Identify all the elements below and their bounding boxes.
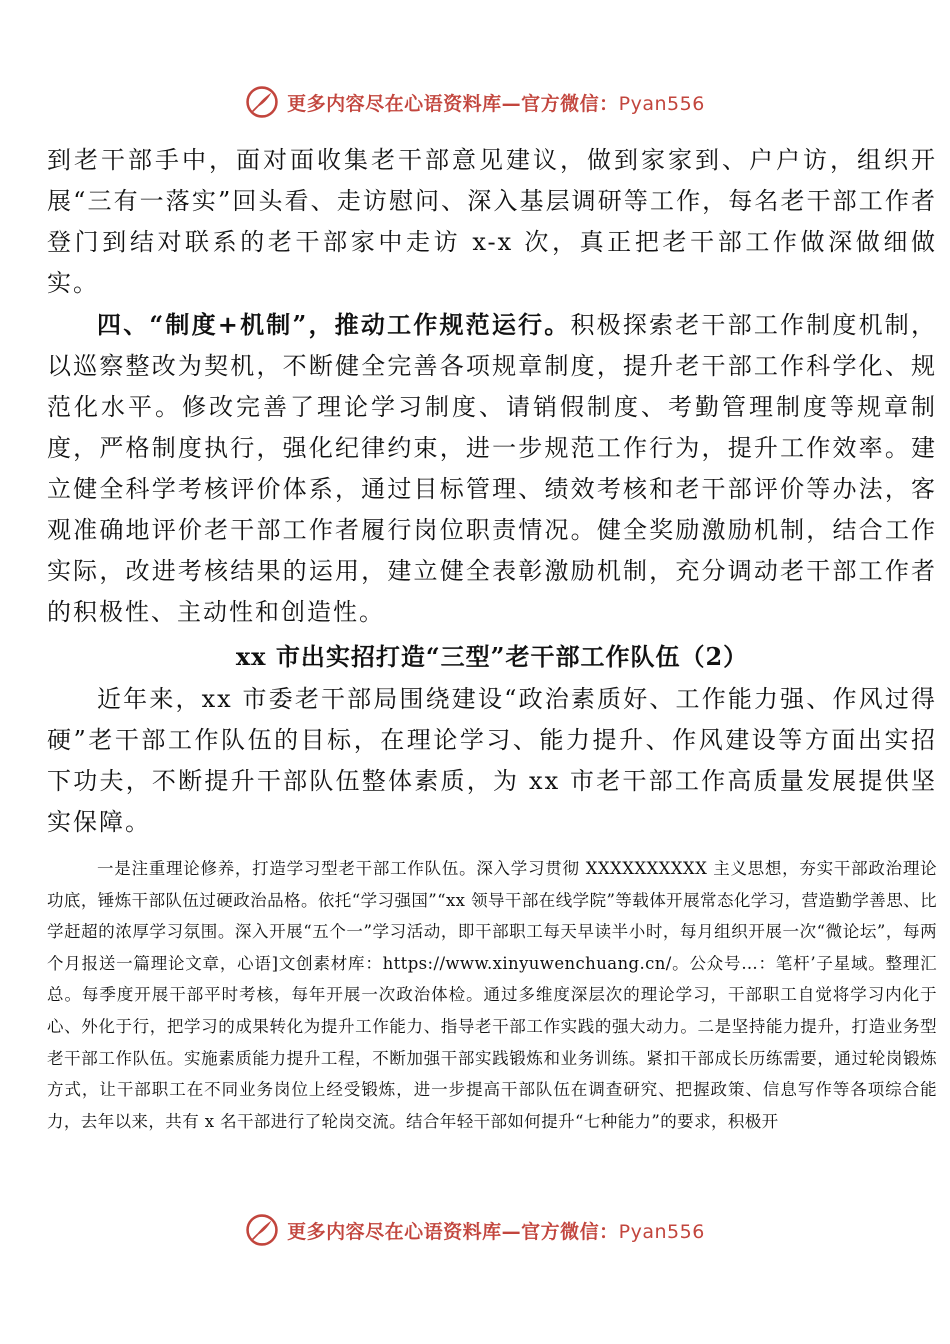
paragraph-detail: 一是注重理论修养，打造学习型老干部工作队伍。深入学习贯彻 XXXXXXXXXX 主义思想，夯实干部政治理论功底，锤炼干部队伍过硬政治品格。依托“学习强国”“xx 领导干部在线学院”等载体开展常态化学习，营造勤学善思、比学赶超的浓厚学习氛围。深入开展“五个一”学习活动，即干部职工每天早读半小时，每月组织开展一次“微论坛”，每两个月报送一篇理论文章，心语]文创素材库：https://www.xinyuwenchuang.cn/。公众号…：笔杆’子星域。整理汇总。每季度开展干部平时考核，每年开展一次政治体检。通过多维度深层次的理论学习，干部职工自觉将学习内化于心、外化于行，把学习的成果转化为提升工作能力、指导老干部工作实践的强大动力。二是坚持能力提升，打造业务型老干部工作队伍。实施素质能力提升工程，不断加强干部实践锻炼和业务训练。紧扣干部成长历练需要，通过轮岗锻炼方式，让干部职工在不同业务岗位上经受锻炼，进一步提高干部队伍在调查研究、把握政策、信息写作等各项综合能力，去年以来，共有 x 名干部进行了轮岗交流。结合年轻干部如何提升“七种能力”的要求，积极开 xyxy=(47,859,937,1131)
section-body: 积极探索老干部工作制度机制，以巡察整改为契机，不断健全完善各项规章制度，提升老干部工作科学化、规范化水平。修改完善了理论学习制度、请销假制度、考勤管理制度等规章制度，严格制度执行，强化纪律约束，进一步规范工作行为，提升工作效率。建立健全科学考核评价体系，通过目标管理、绩效考核和老干部评价等办法，客观准确地评价老干部工作者履行岗位职责情况。健全奖励激励机制，结合工作实际，改进考核结果的运用，建立健全表彰激励机制，充分调动老干部工作者的积极性、主动性和创造性。 xyxy=(47,311,938,626)
document-body xyxy=(47,140,937,1137)
banner-text: 更多内容尽在心语资料库—官方微信：Pyan556 xyxy=(287,1220,705,1243)
article-heading: xx 市出实招打造“三型”老干部工作队伍（2） xyxy=(235,642,749,671)
paragraph-section-four xyxy=(47,304,937,633)
paragraph-intro: 近年来，xx 市委老干部局围绕建设“政治素质好、工作能力强、作风过得硬”老干部工作队伍的目标，在理论学习、能力提升、作风建设等方面出实招下功夫，不断提升干部队伍整体素质，为 xx 市老干部工作高质量发展提供坚实保障。 xyxy=(47,685,937,836)
section-lead: 四、“制度+机制”，推动工作规范运行。 xyxy=(97,310,571,339)
quill-logo-icon xyxy=(245,1213,279,1247)
banner-text: 更多内容尽在心语资料库—官方微信：Pyan556 xyxy=(287,92,705,115)
header-banner xyxy=(0,80,950,124)
footer-banner xyxy=(0,1208,950,1252)
paragraph-continued: 到老干部手中，面对面收集老干部意见建议，做到家家到、户户访，组织开展“三有一落实”回头看、走访慰问、深入基层调研等工作，每名老干部工作者登门到结对联系的老干部家中走访 x-x 次，真正把老干部工作做深做细做实。 xyxy=(47,146,937,297)
quill-logo-icon xyxy=(245,85,279,119)
